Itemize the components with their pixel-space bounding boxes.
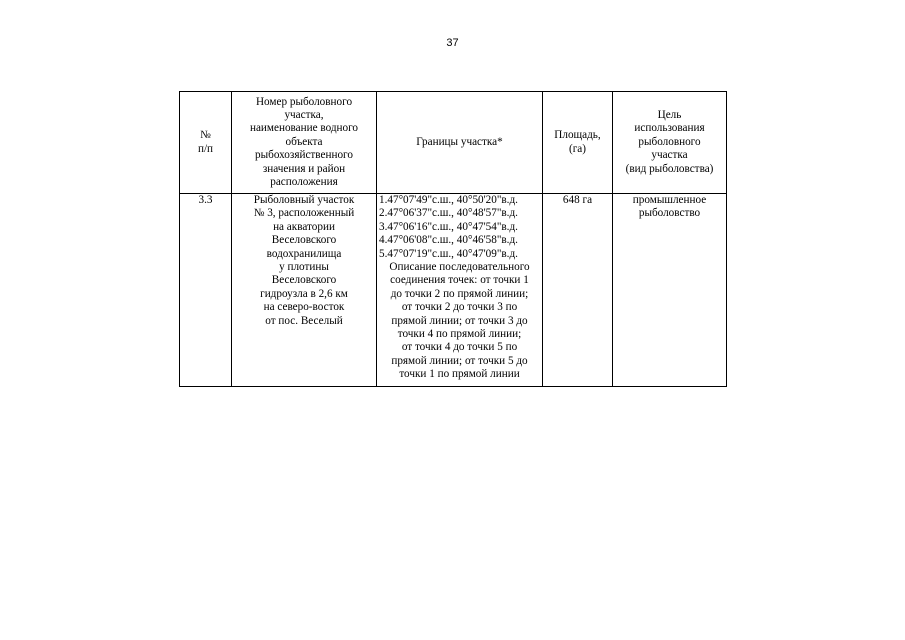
table-header-row [180, 92, 727, 194]
row-boundaries [377, 194, 543, 387]
row-plot-name: Рыболовный участок № 3, расположенный на акватории Веселовского водохранилища у плотины Веселовского гидроузла в 2,6 км на северо-восток от пос. Веселый [232, 194, 377, 387]
boundary-point: 4.47°06'08"с.ш., 40°46'58"в.д. [379, 234, 518, 247]
row-purpose: промышленное рыболовство [613, 194, 727, 387]
boundary-point: 2.47°06'37"с.ш., 40°48'57"в.д. [379, 207, 518, 220]
row-number: 3.3 [180, 194, 232, 387]
header-area: Площадь, (га) [543, 92, 613, 194]
boundary-point: 3.47°06'16"с.ш., 40°47'54"в.д. [379, 220, 518, 233]
header-plot-name: Номер рыболовного участка, наименование водного объекта рыбохозяйственного значения и район расположения [232, 92, 377, 194]
boundary-point: 5.47°07'19"с.ш., 40°47'09"в.д. [379, 247, 518, 260]
row-area: 648 га [543, 194, 613, 387]
table-row [180, 194, 727, 387]
page-number: 37 [446, 37, 459, 49]
header-purpose: Цель использования рыболовного участка (вид рыболовства) [613, 92, 727, 194]
header-number: № п/п [180, 92, 232, 194]
header-boundaries: Границы участка* [377, 92, 543, 194]
fishing-plots-table [179, 91, 727, 387]
boundary-description: Описание последовательного соединения точек: от точки 1 до точки 2 по прямой линии; от точки 2 до точки 3 по прямой линии; от точки 3 до точки 4 по прямой линии; от точки 4 до точки 5 по прямой линии; от точки 5 до точки 1 по прямой линии [389, 261, 530, 381]
boundary-point: 1.47°07'49"с.ш., 40°50'20"в.д. [379, 194, 518, 206]
